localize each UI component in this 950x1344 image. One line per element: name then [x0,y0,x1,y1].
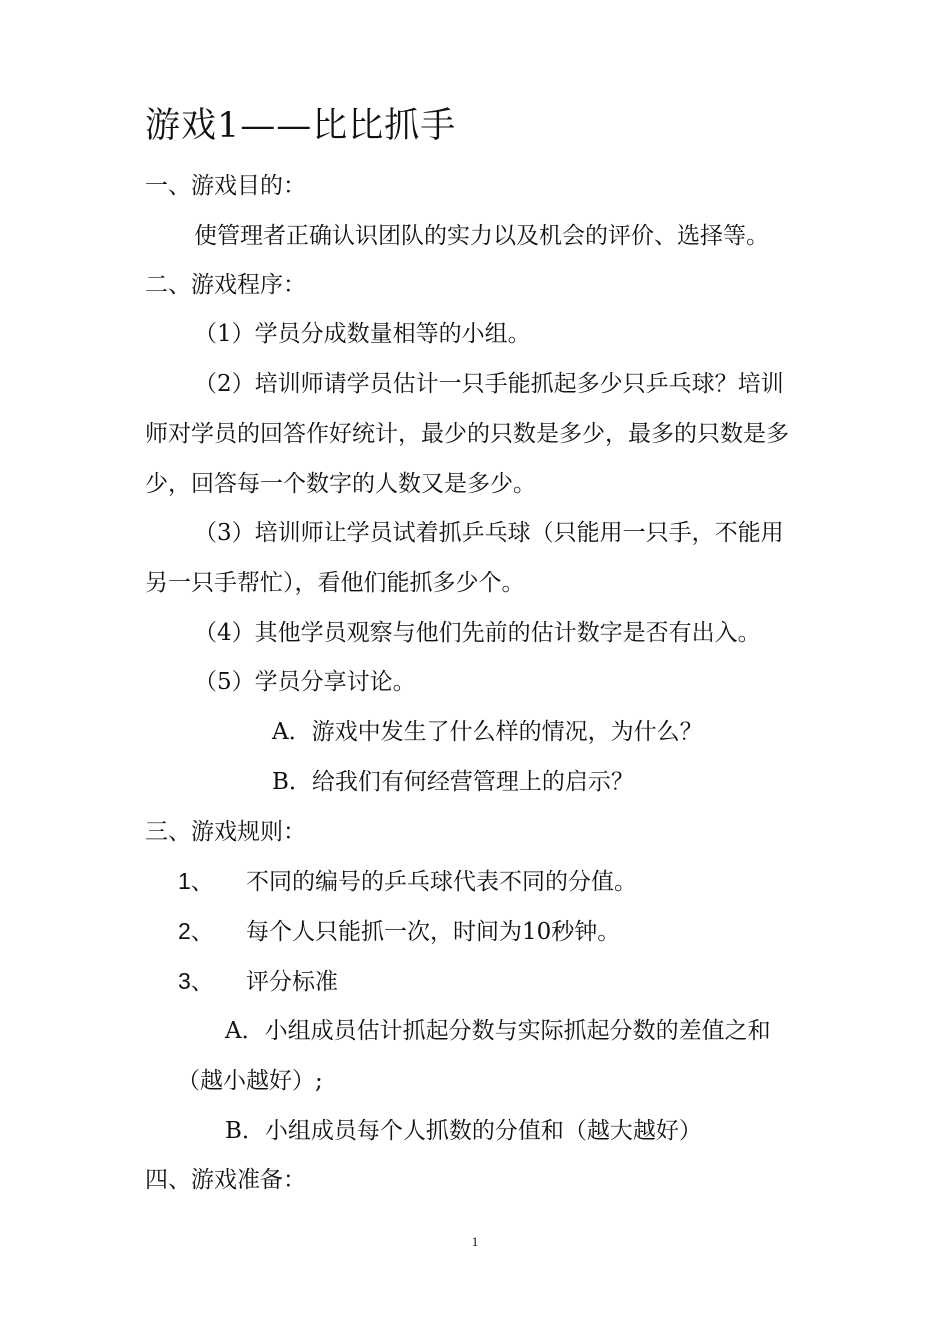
rule-1-text: 不同的编号的乒乓球代表不同的分值。 [246,869,637,895]
scoring-criterion-a-line-2: （越小越好）; [177,1068,323,1094]
rule-2-number: 2、 [178,918,214,944]
discussion-question-a: A．游戏中发生了什么样的情况，为什么？ [272,719,703,745]
rule-3-text: 评分标准 [246,969,338,995]
scoring-criterion-a-line-1: A．小组成员估计抓起分数与实际抓起分数的差值之和 [225,1018,771,1044]
procedure-step-3-line-1: （3）培训师让学员试着抓乒乓球（只能用一只手，不能用 [194,520,784,546]
procedure-step-5: （5）学员分享讨论。 [194,669,416,695]
section-heading-rules: 三、游戏规则： [145,819,306,845]
scoring-criterion-b: B．小组成员每个人抓数的分值和（越大越好） [225,1118,702,1144]
rule-1 [178,865,637,898]
section-heading-procedure: 二、游戏程序： [145,272,306,298]
rule-2-text: 每个人只能抓一次，时间为10秒钟。 [246,919,621,945]
procedure-step-3-line-2: 另一只手帮忙），看他们能抓多少个。 [145,570,525,596]
discussion-question-b: B．给我们有何经营管理上的启示？ [272,769,634,795]
procedure-step-1: （1）学员分成数量相等的小组。 [194,321,531,347]
procedure-step-2-line-3: 少，回答每一个数字的人数又是多少。 [145,471,536,497]
objective-paragraph: 使管理者正确认识团队的实力以及机会的评价、选择等。 [194,223,769,249]
section-heading-objective: 一、游戏目的： [145,173,306,199]
procedure-step-2-line-2: 师对学员的回答作好统计，最少的只数是多少，最多的只数是多 [145,421,789,447]
rule-2 [178,915,620,948]
rule-3 [178,965,338,998]
procedure-step-4: （4）其他学员观察与他们先前的估计数字是否有出入。 [194,620,761,646]
procedure-step-2-line-1: （2）培训师请学员估计一只手能抓起多少只乒乓球？培训 [194,371,784,397]
rule-3-number: 3、 [178,968,214,994]
document-title: 游戏1——比比抓手 [145,106,457,146]
rule-1-number: 1、 [178,868,214,894]
section-heading-preparation: 四、游戏准备： [145,1167,306,1193]
page-number: 1 [471,1234,479,1249]
